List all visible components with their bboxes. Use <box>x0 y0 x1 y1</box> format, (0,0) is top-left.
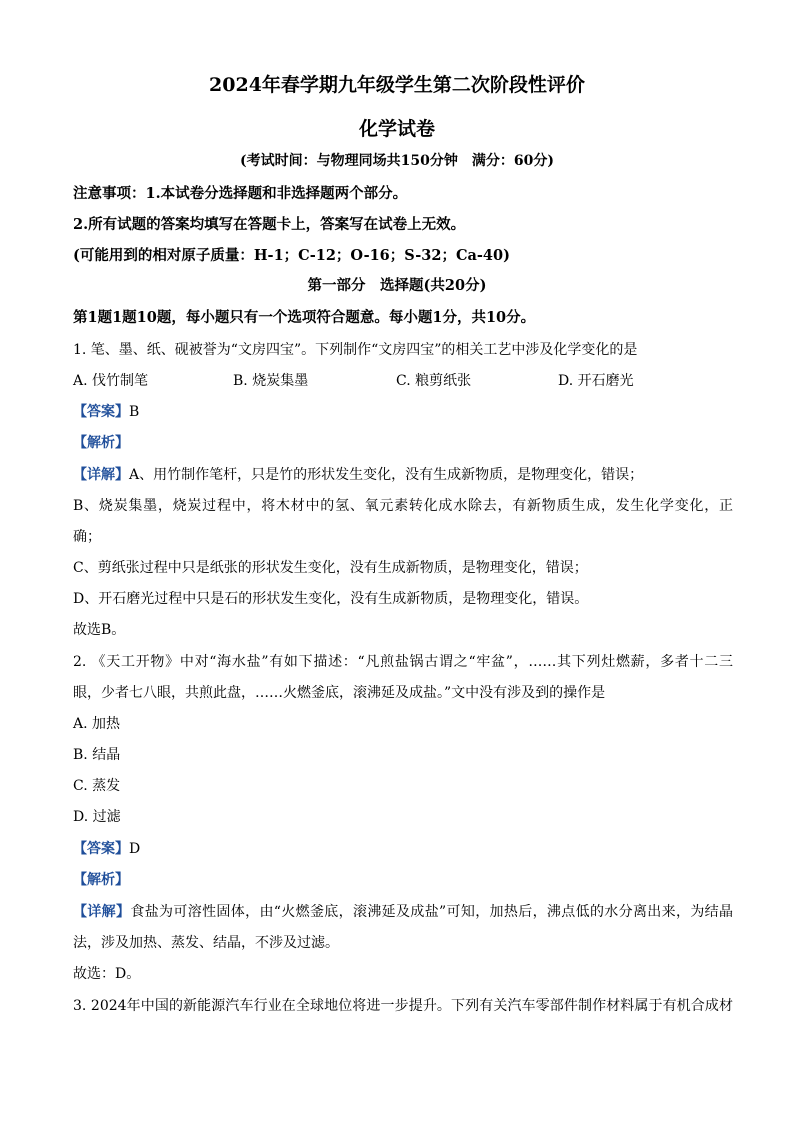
q2-stem-line1: 2. 《天工开物》中对“海水盐”有如下描述：“凡煎盐锅古谓之“牢盆”，……其下列灶燃薪，多者十二三 <box>73 654 733 670</box>
q2-analysis <box>73 869 733 889</box>
q2-detail-line1 <box>73 901 733 921</box>
q1-answer-value: B <box>129 404 140 420</box>
analysis-tag: 【解析】 <box>73 872 129 888</box>
notes-line-3: (可能用到的相对原子质量：H-1；C-12；O-16；S-32；Ca-40) <box>73 247 510 264</box>
detail-tag: 【详解】 <box>73 467 129 483</box>
q2-answer-value: D <box>129 841 141 857</box>
analysis-tag: 【解析】 <box>73 435 129 451</box>
part1-instruction: 第1题1题10题，每小题只有一个选项符合题意。每小题1分，共10分。 <box>73 309 536 326</box>
notes-line-1: 注意事项：1.本试卷分选择题和非选择题两个部分。 <box>73 185 408 202</box>
q2-option-a: A. 加热 <box>73 716 121 732</box>
q2-answer <box>73 838 733 858</box>
answer-tag: 【答案】 <box>73 404 129 420</box>
q1-detail-d: D、开石磨光过程中只是石的形状发生变化，没有生成新物质，是物理变化，错误。 <box>73 591 589 607</box>
answer-tag: 【答案】 <box>73 841 129 857</box>
q1-detail-c: C、剪纸张过程中只是纸张的形状发生变化，没有生成新物质，是物理变化，错误； <box>73 560 588 576</box>
q2-detail-line1-text: 食盐为可溶性固体，由“火燃釜底，滚沸延及成盐”可知，加热后，沸点低的水分离出来，为结晶 <box>130 904 734 920</box>
q1-stem: 1. 笔、墨、纸、砚被誉为“文房四宝”。下列制作“文房四宝”的相关工艺中涉及化学变化的是 <box>73 342 638 358</box>
q1-option-c: C. 粮剪纸张 <box>396 373 472 389</box>
q1-detail-b-line1: B、烧炭集墨，烧炭过程中，将木材中的氢、氧元素转化成水除去，有新物质生成，发生化学变化，正 <box>73 498 733 514</box>
q2-conclusion: 故选：D。 <box>73 966 141 982</box>
q2-option-d: D. 过滤 <box>73 809 121 825</box>
q3-stem: 3. 2024年中国的新能源汽车行业在全球地位将进一步提升。下列有关汽车零部件制作材料属于有机合成材 <box>73 998 733 1014</box>
q1-option-a: A. 伐竹制笔 <box>73 373 149 389</box>
q1-option-d: D. 开石磨光 <box>558 373 634 389</box>
exam-subtitle: 化学试卷 <box>358 118 435 140</box>
part1-heading: 第一部分 选择题(共20分) <box>307 277 487 294</box>
q1-answer <box>73 401 733 421</box>
q2-option-c: C. 蒸发 <box>73 778 121 794</box>
q1-analysis <box>73 432 733 452</box>
exam-title: 2024年春学期九年级学生第二次阶段性评价 <box>209 74 585 96</box>
q1-detail-a-text: A、用竹制作笔杆，只是竹的形状发生变化，没有生成新物质，是物理变化，错误； <box>129 467 644 483</box>
q2-detail-line2: 法，涉及加热、蒸发、结晶，不涉及过滤。 <box>73 935 339 951</box>
q2-stem-line2: 眼，少者七八眼，共煎此盘，……火燃釜底，滚沸延及成盐。”文中没有涉及到的操作是 <box>73 685 606 701</box>
q1-detail-a <box>73 464 733 484</box>
q1-option-b: B. 烧炭集墨 <box>233 373 309 389</box>
detail-tag: 【详解】 <box>73 904 131 920</box>
q1-detail-b-line2: 确； <box>73 529 101 545</box>
q2-option-b: B. 结晶 <box>73 747 121 763</box>
notes-line-2: 2.所有试题的答案均填写在答题卡上，答案写在试卷上无效。 <box>73 216 466 233</box>
exam-info: (考试时间：与物理同场共150分钟 满分：60分) <box>240 153 554 169</box>
q1-conclusion: 故选B。 <box>73 622 126 638</box>
